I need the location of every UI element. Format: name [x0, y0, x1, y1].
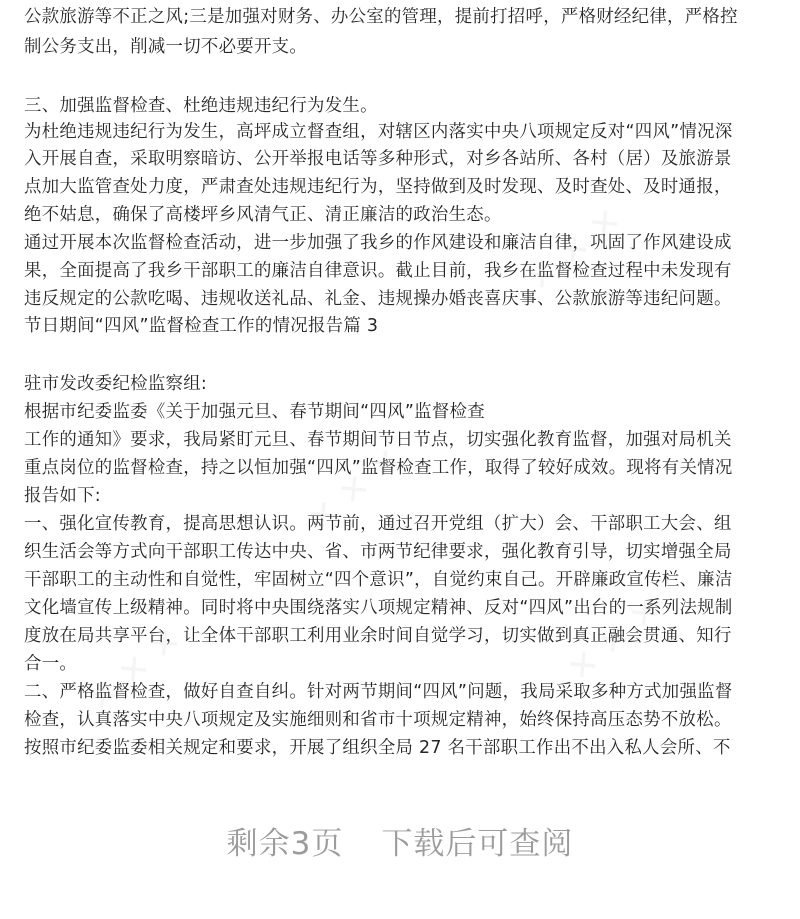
text-line: 合一。	[24, 654, 78, 674]
watermark: ✕ ✕ ✕	[559, 589, 670, 691]
download-footer[interactable]	[0, 818, 800, 863]
watermark: ✕ ✕ ✕	[299, 439, 410, 541]
section-heading: 三、加强监督检查、杜绝违规违纪行为发生。	[24, 96, 378, 116]
text-line: 报告如下:	[24, 486, 101, 506]
download-prompt-label[interactable]: 下载后可查阅	[381, 826, 574, 862]
text-line: 工作的通知》要求，我局紧盯元旦、春节期间节日节点，切实强化教育监督，加强对局机关	[24, 430, 732, 450]
text-line: 通过开展本次监督检查活动，进一步加强了我乡的作风建设和廉洁自律，巩固了作风建设成	[24, 233, 732, 253]
text-line: 根据市纪委监委《关于加强元旦、春节期间“四风”监督检查	[24, 402, 485, 422]
text-line: 二、严格监督检查，做好自查自纠。针对两节期间“四风”问题，我局采取多种方式加强监督	[24, 682, 733, 702]
text-line: 公款旅游等不正之风;三是加强对财务、办公室的管理，提前打招呼，严格财经纪律，严格控	[24, 7, 738, 27]
salutation: 驻市发改委纪检监察组:	[24, 374, 208, 394]
text-line: 点加大监管查处力度，严肃查处违规违纪行为，坚持做到及时发现、及时查处、及时通报，	[24, 177, 732, 197]
text-line: 重点岗位的监督检查，持之以恒加强“四风”监督检查工作，取得了较好成效。现将有关情况	[24, 458, 733, 478]
text-line: 检查，认真落实中央八项规定及实施细则和省市十项规定精神，始终保持高压态势不放松。	[24, 710, 732, 730]
remaining-pages-label: 剩余3页	[226, 826, 344, 862]
text-line: 文化墙宣传上级精神。同时将中央围绕落实八项规定精神、反对“四风”出台的一系列法规制	[24, 598, 733, 618]
text-line: 果，全面提高了我乡干部职工的廉洁自律意识。截止目前，我乡在监督检查过程中未发现有	[24, 261, 732, 281]
text-line: 绝不姑息，确保了高楼坪乡风清气正、清正廉洁的政治生态。	[24, 205, 502, 225]
watermark: ✕ ✕ ✕	[519, 199, 630, 301]
text-line: 织生活会等方式向干部职工传达中央、省、市两节纪律要求，强化教育引导，切实增强全局	[24, 542, 732, 562]
text-line: 度放在局共享平台，让全体干部职工利用业余时间自觉学习，切实做到真正融会贯通、知行	[24, 626, 732, 646]
text-line: 违反规定的公款吃喝、违规收送礼品、礼金、违规操办婚丧喜庆事、公款旅游等违纪问题。	[24, 289, 732, 309]
text-line: 干部职工的主动性和自觉性，牢固树立“四个意识”，自觉约束自己。开辟廉政宣传栏、廉洁	[24, 570, 733, 590]
text-line: 制公务支出，削减一切不必要开支。	[24, 37, 308, 57]
text-line: 按照市纪委监委相关规定和要求，开展了组织全局 27 名干部职工作出不出入私人会所、不	[24, 738, 731, 758]
report-title: 节日期间“四风”监督检查工作的情况报告篇 3	[24, 316, 379, 336]
text-line: 一、强化宣传教育，提高思想认识。两节前，通过召开党组（扩大）会、干部职工大会、组	[24, 514, 732, 534]
watermark: ✕ ✕ ✕	[79, 619, 190, 721]
text-line: 为杜绝违规违纪行为发生，高坪成立督查组，对辖区内落实中央八项规定反对“四风”情况深	[24, 122, 733, 142]
text-line: 入开展自查，采取明察暗访、公开举报电话等多种形式，对乡各站所、各村（居）及旅游景	[24, 149, 732, 169]
